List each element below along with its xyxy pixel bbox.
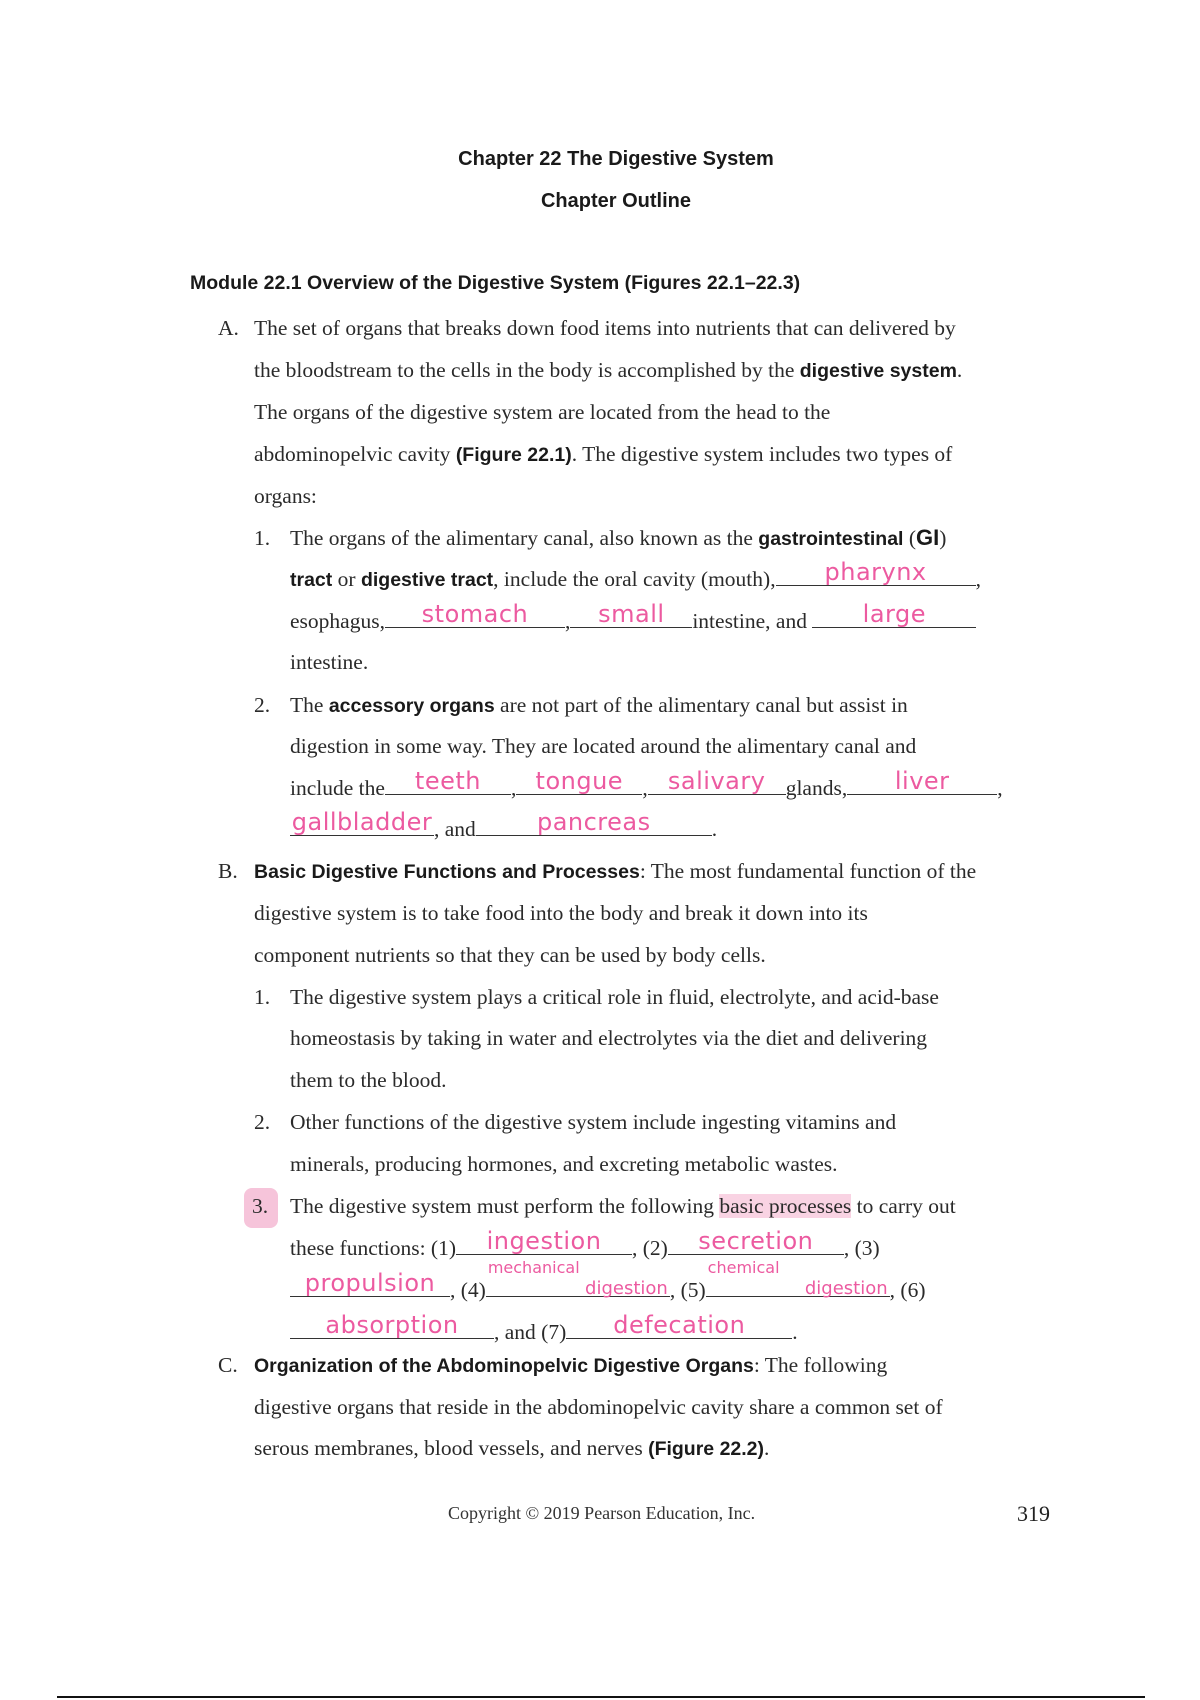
term-digestive-system: digestive system — [799, 360, 957, 382]
answer-chemical-digestion: digestion — [804, 1278, 888, 1299]
b2-line-1: Other functions of the digestive system include ingesting vitamins and — [290, 1110, 897, 1134]
a1-line-2: tract or digestive tract, include the oral cavity (mouth), pharynx , — [290, 558, 981, 591]
answer-chemical: chemical — [707, 1258, 780, 1277]
blank-liver[interactable] — [847, 767, 997, 795]
figure-ref-22-1: (Figure 22.1) — [455, 444, 572, 466]
section-a-marker: A. — [218, 316, 239, 340]
blank-propulsion[interactable] — [290, 1269, 450, 1297]
a2-line-2: digestion in some way. They are located around the alimentary canal and — [290, 734, 917, 758]
a1-number: 1. — [254, 526, 271, 550]
section-b-line-3: component nutrients so that they can be used by body cells. — [254, 943, 766, 967]
b3-line-4: absorption , and (7) defecation . — [290, 1316, 798, 1347]
blank-pharynx[interactable] — [776, 558, 976, 586]
section-c-line-3: serous membranes, blood vessels, and nerves (Figure 22.2). — [254, 1436, 770, 1460]
answer-propulsion: propulsion — [304, 1269, 436, 1297]
section-c-line-1: Organization of the Abdominopelvic Digestive Organs: The following — [254, 1353, 888, 1377]
section-a-line-2: the bloodstream to the cells in the body is accomplished by the digestive system. — [254, 358, 963, 382]
highlight-basic-processes: basic processes — [719, 1194, 852, 1218]
blank-salivary[interactable] — [648, 767, 786, 795]
a2-line-3: include the teeth , tongue , salivary glands, liver , — [290, 767, 1003, 800]
answer-salivary: salivary — [667, 767, 766, 795]
blank-absorption[interactable] — [290, 1311, 494, 1339]
answer-large: large — [862, 600, 926, 628]
blank-ingestion[interactable] — [456, 1227, 632, 1255]
chapter-title: Chapter 22 The Digestive System — [458, 148, 774, 170]
answer-tongue: tongue — [535, 767, 624, 795]
a1-line-3: esophagus, stomach , small intestine, and large — [290, 605, 976, 636]
answer-stomach: stomach — [421, 600, 529, 628]
b2-number: 2. — [254, 1110, 271, 1134]
blank-secretion[interactable] — [668, 1227, 844, 1255]
section-a-line-5: organs: — [254, 484, 317, 508]
blank-chemical-digestion[interactable] — [706, 1258, 890, 1299]
answer-ingestion: ingestion — [486, 1227, 602, 1255]
a1-line-1: The organs of the alimentary canal, also known as the gastrointestinal (GI) — [290, 525, 947, 550]
section-a-line-4: abdominopelvic cavity (Figure 22.1). The digestive system includes two types of — [254, 442, 953, 466]
answer-secretion: secretion — [698, 1227, 814, 1255]
a1-line-4: intestine. — [290, 650, 369, 674]
section-a-line-1: The set of organs that breaks down food items into nutrients that can delivered by — [254, 316, 956, 340]
figure-ref-22-2: (Figure 22.2) — [648, 1438, 765, 1460]
section-c-line-2: digestive organs that reside in the abdominopelvic cavity share a common set of — [254, 1395, 943, 1419]
section-c-marker: C. — [218, 1353, 238, 1377]
b3-number — [254, 1191, 278, 1221]
b1-number: 1. — [254, 985, 271, 1009]
answer-pharynx: pharynx — [824, 558, 927, 586]
b3-line-3: propulsion , (4) mechanical digestion , (5) chemical digestion , (6) — [290, 1274, 925, 1305]
blank-stomach[interactable] — [385, 600, 565, 628]
bottom-rule — [57, 1696, 1145, 1698]
answer-gallbladder: gallbladder — [291, 808, 433, 836]
section-b-marker: B. — [218, 859, 238, 883]
blank-defecation[interactable] — [566, 1311, 792, 1339]
b1-line-2: homeostasis by taking in water and electrolytes via the diet and delivering — [290, 1026, 928, 1050]
b1-line-3: them to the blood. — [290, 1068, 447, 1092]
chapter-subtitle: Chapter Outline — [540, 190, 691, 212]
a2-line-4: gallbladder , and pancreas . — [291, 808, 718, 841]
blank-mechanical-digestion[interactable] — [486, 1258, 670, 1299]
b2-line-2: minerals, producing hormones, and excreting metabolic wastes. — [290, 1152, 838, 1176]
blank-pancreas[interactable] — [476, 808, 712, 836]
answer-absorption: absorption — [325, 1311, 459, 1339]
blank-gallbladder[interactable] — [290, 808, 434, 836]
blank-teeth[interactable] — [385, 767, 511, 795]
answer-liver: liver — [894, 767, 950, 795]
b3-line-2: these functions: (1) ingestion , (2) secretion , (3) — [290, 1227, 880, 1260]
answer-defecation: defecation — [613, 1311, 746, 1339]
copyright-notice: Copyright © 2019 Pearson Education, Inc. — [448, 1503, 756, 1523]
section-b-line-2: digestive system is to take food into the body and break it down into its — [254, 901, 868, 925]
blank-large[interactable] — [812, 600, 976, 628]
answer-mechanical: mechanical — [487, 1258, 580, 1277]
answer-pancreas: pancreas — [536, 808, 651, 836]
b1-line-1: The digestive system plays a critical role in fluid, electrolyte, and acid-base — [290, 985, 939, 1009]
a2-line-1: The accessory organs are not part of the alimentary canal but assist in — [290, 693, 908, 717]
answer-teeth: teeth — [414, 767, 481, 795]
section-b-line-1: Basic Digestive Functions and Processes: The most fundamental function of the — [254, 859, 977, 883]
b3-line-1: The digestive system must perform the following basic processes to carry out — [290, 1194, 956, 1218]
section-a-line-3: The organs of the digestive system are located from the head to the — [254, 400, 831, 424]
page-number: 319 — [1017, 1501, 1050, 1526]
blank-small[interactable] — [570, 600, 692, 628]
blank-tongue[interactable] — [516, 767, 642, 795]
module-heading: Module 22.1 Overview of the Digestive System (Figures 22.1–22.3) — [190, 272, 801, 294]
a2-number: 2. — [254, 693, 271, 717]
b3-number-highlight: 3. — [244, 1188, 278, 1228]
answer-small: small — [598, 600, 665, 628]
answer-mechanical-digestion: digestion — [585, 1278, 668, 1299]
